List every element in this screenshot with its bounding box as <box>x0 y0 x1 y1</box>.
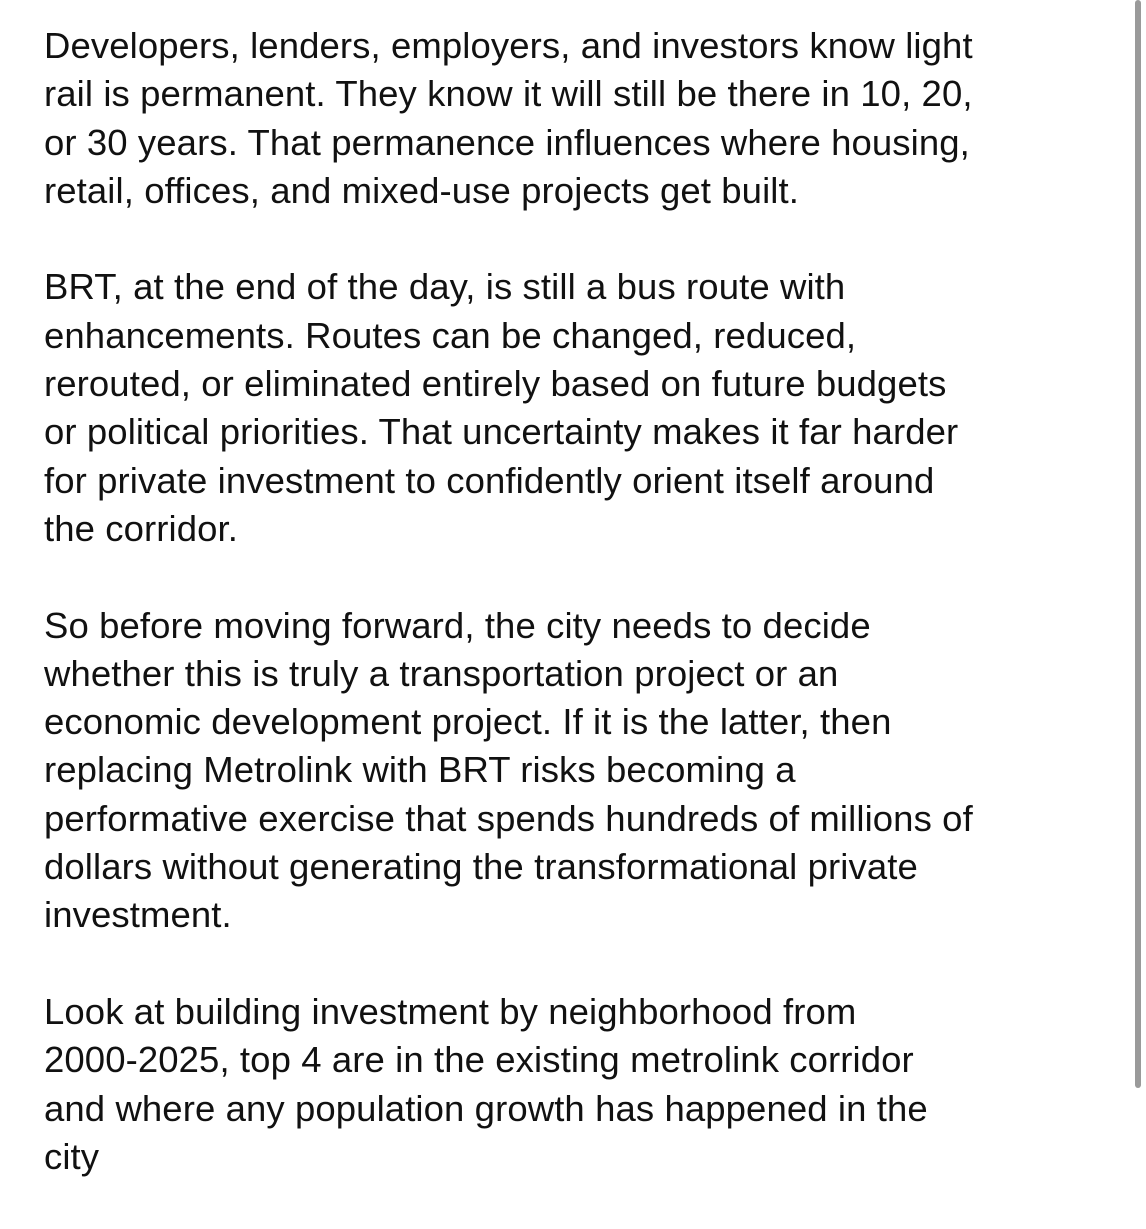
text-line: or 30 years. That permanence influences where housing, <box>44 121 970 163</box>
document-body <box>44 22 1124 1229</box>
text-line: rail is permanent. They know it will still be there in 10, 20, <box>44 73 973 115</box>
text-line: city <box>44 1135 100 1177</box>
text-line: the corridor. <box>44 507 239 549</box>
text-line: 2000-2025, top 4 are in the existing metrolink corridor <box>44 1039 914 1081</box>
text-line: Look at building investment by neighborhood from <box>44 990 857 1032</box>
paragraph-3 <box>44 602 1124 940</box>
text-line: Developers, lenders, employers, and investors know light <box>44 25 973 66</box>
text-line: investment. <box>44 894 232 936</box>
text-line: performative exercise that spends hundreds of millions of <box>44 797 973 839</box>
text-line: economic development project. If it is the latter, then <box>44 701 892 743</box>
text-line: BRT, at the end of the day, is still a bus route with <box>44 266 846 308</box>
text-line: enhancements. Routes can be changed, reduced, <box>44 314 857 356</box>
text-line: replacing Metrolink with BRT risks becoming a <box>44 749 796 791</box>
paragraph-4 <box>44 988 1124 1181</box>
paragraph-1 <box>44 22 1124 215</box>
text-line: So before moving forward, the city needs to decide <box>44 604 871 646</box>
text-line: or political priorities. That uncertainty makes it far harder <box>44 411 959 453</box>
paragraph-2 <box>44 263 1124 553</box>
text-line: dollars without generating the transformational private <box>44 846 918 888</box>
vertical-scrollbar[interactable] <box>1135 0 1141 1088</box>
text-line: for private investment to confidently orient itself around <box>44 459 935 501</box>
text-line: rerouted, or eliminated entirely based on future budgets <box>44 363 947 405</box>
text-line: and where any population growth has happened in the <box>44 1087 928 1129</box>
text-line: retail, offices, and mixed-use projects get built. <box>44 169 799 211</box>
text-line: whether this is truly a transportation project or an <box>44 652 839 694</box>
